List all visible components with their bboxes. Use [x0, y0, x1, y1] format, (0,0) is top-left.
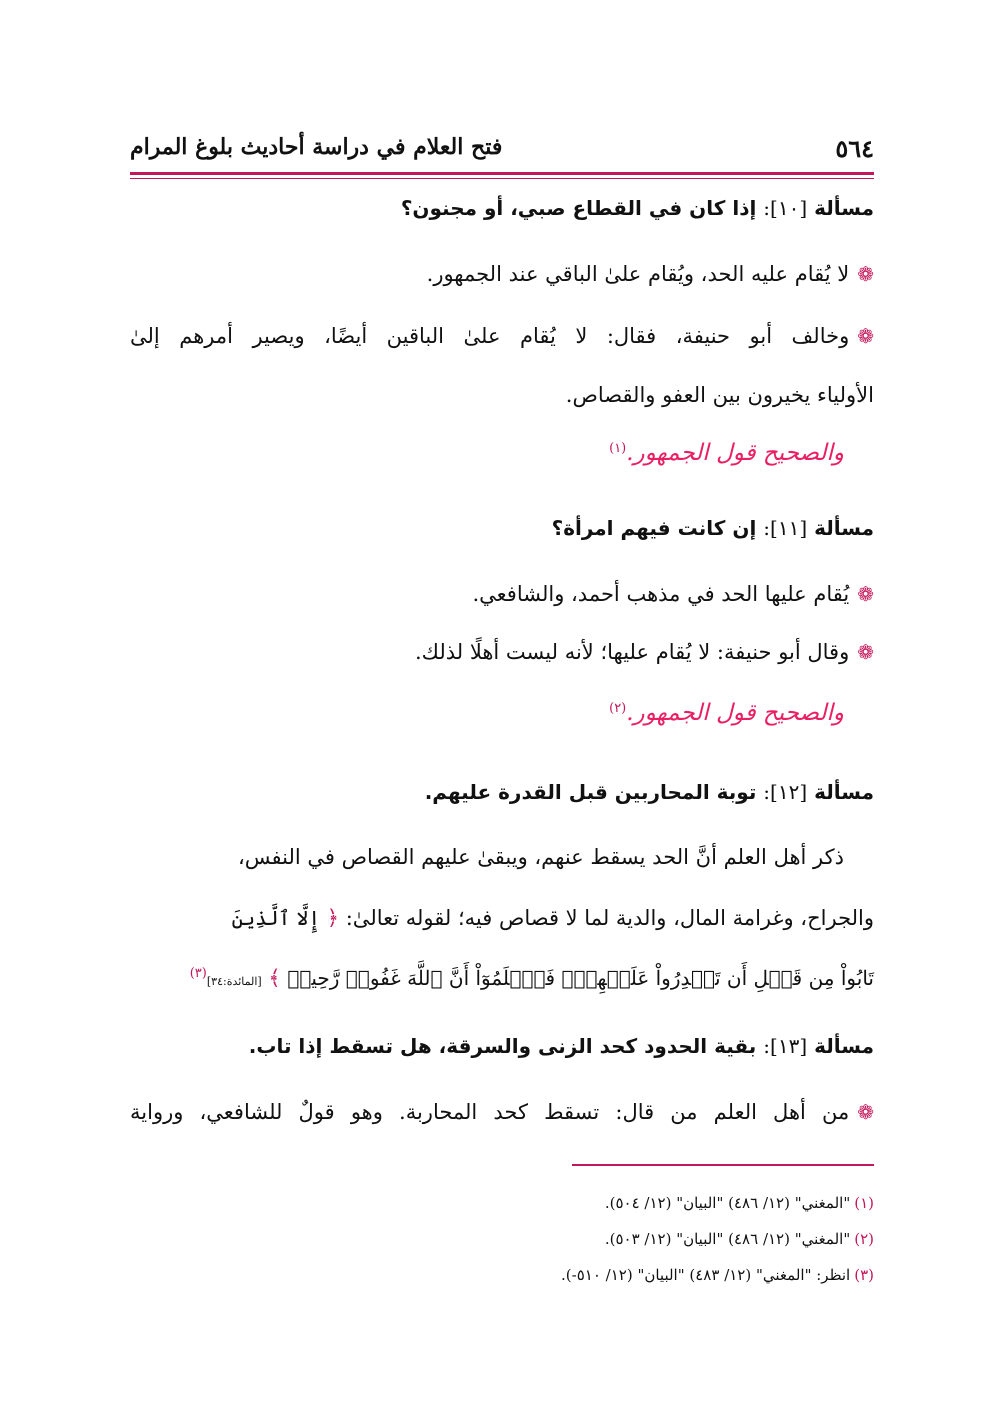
- quran-verse-text: تَابُواْ مِن قَبۡلِ أَن تَقۡدِرُواْ عَلَيۡهِمۡۖ فَٱعۡلَمُوٓاْ أَنَّ ٱللَّهَ غَفُورٞ رَّحِيمٞ: [287, 966, 874, 990]
- issue-number: [١٢]:: [763, 780, 808, 804]
- issue-label: مسألة: [814, 516, 874, 540]
- issue-11-verdict: [130, 700, 844, 726]
- issue-number: [١٠]:: [763, 196, 808, 220]
- paragraph-text: وخالف أبو حنيفة، فقال: لا يُقام علىٰ الباقين أيضًا، ويصير أمرهم إلىٰ: [130, 324, 850, 348]
- footnote-divider: [572, 1164, 874, 1166]
- issue-title: إذا كان في القطاع صبي، أو مجنون؟: [400, 196, 757, 220]
- page-header: [130, 128, 874, 168]
- header-rule: [130, 172, 874, 175]
- footnote-number: (١): [854, 1194, 874, 1212]
- paragraph-text: من أهل العلم من قال: تسقط كحد المحاربة. وهو قولٌ للشافعي، ورواية: [130, 1100, 850, 1124]
- verse-reference: [المائدة:٣٤]: [206, 975, 262, 988]
- issue-10-point-2-cont: [130, 383, 874, 407]
- paragraph-text: الأولياء يخيرون بين العفو والقصاص.: [565, 383, 874, 407]
- verse-open-brace: ﴿: [326, 906, 340, 930]
- footnote-text: "المغني" (١٢/ ٤٨٦) "البيان" (١٢/ ٥٠٤).: [604, 1194, 851, 1212]
- book-title: فتح العلام في دراسة أحاديث بلوغ المرام: [130, 134, 503, 160]
- issue-12-para-2: [130, 906, 874, 930]
- verdict-text: والصحيح قول الجمهور.: [626, 700, 844, 726]
- header-rule-thin: [130, 178, 874, 179]
- footnote-text: انظر: "المغني" (١٢/ ٤٨٣) "البيان" (١٢/ ٥١٠-).: [561, 1266, 851, 1284]
- issue-12-heading: [130, 780, 874, 804]
- issue-number: [١١]:: [763, 516, 808, 540]
- page-number: ٥٦٤: [835, 134, 874, 163]
- issue-10-point-2: [130, 324, 874, 348]
- flower-ornament-icon: ❁: [857, 262, 874, 286]
- flower-ornament-icon: ❁: [857, 324, 874, 348]
- paragraph-text: يُقام عليها الحد في مذهب أحمد، والشافعي.: [472, 582, 850, 606]
- footnote-1: [605, 1194, 874, 1212]
- issue-title: إن كانت فيهم امرأة؟: [551, 516, 757, 540]
- issue-13-heading: [130, 1034, 874, 1058]
- footnote-ref: (١): [609, 441, 627, 456]
- footnote-ref: (٢): [609, 701, 627, 716]
- paragraph-text: لا يُقام عليه الحد، ويُقام علىٰ الباقي عند الجمهور.: [426, 262, 850, 286]
- issue-12-para-1: [130, 845, 844, 869]
- footnote-ref: (٣): [189, 966, 207, 981]
- issue-10-verdict: [130, 440, 844, 466]
- issue-12-verse-line: [130, 966, 874, 990]
- paragraph-text: وقال أبو حنيفة: لا يُقام عليها؛ لأنه ليست أهلًا لذلك.: [414, 640, 850, 664]
- footnote-2: [605, 1230, 874, 1248]
- issue-10-heading: [130, 196, 874, 220]
- quran-verse-start: إِلَّا ٱلَّذِينَ: [231, 906, 321, 930]
- issue-13-point-1: [130, 1100, 874, 1124]
- issue-title: توبة المحاربين قبل القدرة عليهم.: [424, 780, 757, 804]
- issue-label: مسألة: [814, 196, 874, 220]
- issue-title: بقية الحدود كحد الزنى والسرقة، هل تسقط إذا تاب.: [248, 1034, 757, 1058]
- issue-11-heading: [130, 516, 874, 540]
- verdict-text: والصحيح قول الجمهور.: [626, 440, 844, 466]
- paragraph-text: ذكر أهل العلم أنَّ الحد يسقط عنهم، ويبقىٰ عليهم القصاص في النفس،: [237, 845, 844, 869]
- footnote-number: (٢): [854, 1230, 874, 1248]
- flower-ornament-icon: ❁: [857, 640, 874, 664]
- flower-ornament-icon: ❁: [857, 582, 874, 606]
- issue-11-point-1: [130, 582, 874, 606]
- issue-label: مسألة: [814, 1034, 874, 1058]
- footnote-number: (٣): [854, 1266, 874, 1284]
- flower-ornament-icon: ❁: [857, 1100, 874, 1124]
- issue-label: مسألة: [814, 780, 874, 804]
- footnote-text: "المغني" (١٢/ ٤٨٦) "البيان" (١٢/ ٥٠٣).: [604, 1230, 851, 1248]
- issue-11-point-2: [130, 640, 874, 664]
- paragraph-text: والجراح، وغرامة المال، والدية لما لا قصاص فيه؛ لقوله تعالىٰ:: [345, 906, 874, 930]
- issue-10-point-1: [130, 262, 874, 286]
- issue-number: [١٣]:: [763, 1034, 808, 1058]
- footnote-3: [561, 1266, 874, 1284]
- verse-close-brace: ﴾: [268, 966, 281, 990]
